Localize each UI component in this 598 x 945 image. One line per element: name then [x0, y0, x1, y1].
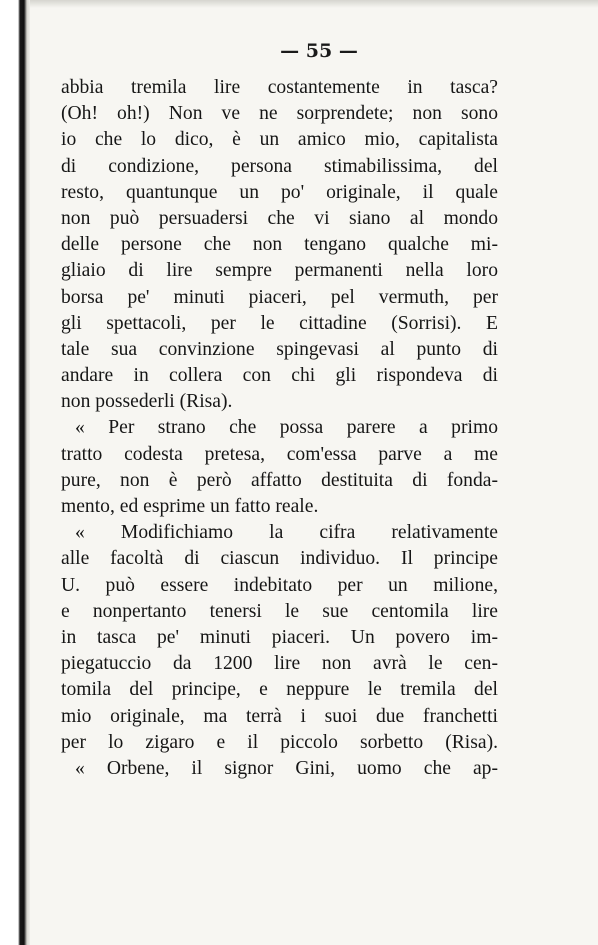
text-line: non possederli (Risa).	[61, 391, 233, 413]
page-number: — 55 —	[280, 40, 358, 62]
text-line: e nonpertanto tenersi le sue centomila lire	[61, 600, 498, 622]
text-line: « Per strano che possa parere a primo	[75, 417, 498, 439]
text-line: « Modifichiamo la cifra relativamente	[75, 522, 498, 544]
text-line: borsa pe' minuti piaceri, pel vermuth, per	[61, 286, 498, 308]
text-line: io che lo dico, è un amico mio, capitalista	[61, 129, 498, 151]
text-line: per lo zigaro e il piccolo sorbetto (Risa).	[61, 731, 498, 753]
text-line: mio originale, ma terrà i suoi due franchetti	[61, 705, 498, 727]
text-line: piegatuccio da 1200 lire non avrà le cen-	[61, 653, 498, 675]
page-top-edge	[30, 0, 598, 8]
text-line: resto, quantunque un po' originale, il quale	[61, 181, 498, 203]
text-line: mento, ed esprime un fatto reale.	[61, 496, 319, 517]
body-text	[61, 75, 498, 782]
text-line: di condizione, persona stimabilissima, del	[61, 155, 498, 177]
text-line: delle persone che non tengano qualche mi-	[61, 234, 498, 256]
text-line: tratto codesta pretesa, com'essa parve a me	[61, 443, 498, 465]
text-line: alle facoltà di ciascun individuo. Il principe	[61, 548, 498, 570]
text-line: in tasca pe' minuti piaceri. Un povero im-	[61, 626, 498, 648]
text-line: gli spettacoli, per le cittadine (Sorrisi). E	[61, 312, 498, 334]
text-line: non può persuadersi che vi siano al mondo	[61, 207, 498, 229]
text-line: tale sua convinzione spingevasi al punto di	[61, 338, 498, 360]
text-line: pure, non è però affatto destituita di fonda-	[61, 469, 498, 491]
book-spine	[0, 0, 30, 945]
text-line: (Oh! oh!) Non ve ne sorprendete; non sono	[61, 103, 498, 125]
text-line: gliaio di lire sempre permanenti nella loro	[61, 260, 498, 282]
text-line: andare in collera con chi gli rispondeva di	[61, 365, 498, 387]
text-line: U. può essere indebitato per un milione,	[61, 574, 498, 596]
text-line: « Orbene, il signor Gini, uomo che ap-	[75, 757, 498, 779]
text-line: abbia tremila lire costantemente in tasca?	[61, 77, 498, 98]
text-line: tomila del principe, e neppure le tremila del	[61, 679, 498, 701]
